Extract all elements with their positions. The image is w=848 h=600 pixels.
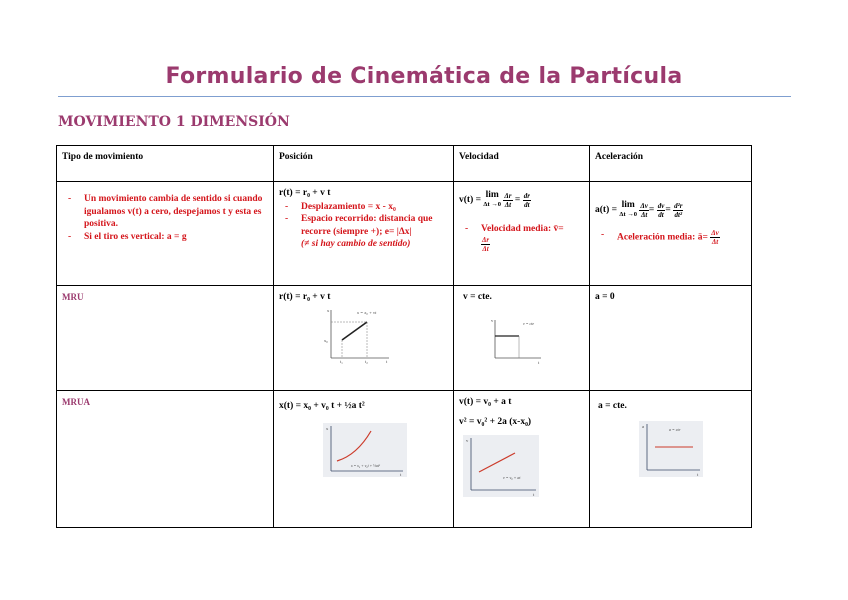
svg-text:v = v₀ + at: v = v₀ + at: [503, 475, 521, 480]
general-note-cambio-sentido: - Un movimiento cambia de sentido si cuando igualamos v(t) a cero, despejamos t y esta es positiva.: [62, 193, 268, 231]
svg-text:t: t: [400, 471, 402, 477]
mru-posicion-formula: r(t) = r₀ + v t: [279, 292, 331, 302]
svg-text:t: t: [538, 359, 540, 365]
svg-text:v: v: [466, 438, 469, 443]
title-underline: [58, 96, 791, 97]
espacio-recorrido-def: - Espacio recorrido: distancia que recorre (siempre +); e= |Δx|: [279, 213, 448, 238]
table-row-mrua: [57, 391, 752, 528]
cell-mru-aceleracion: [590, 286, 752, 391]
svg-text:a = cte: a = cte: [669, 426, 681, 432]
cell-mrua-label: [57, 391, 274, 528]
posicion-formula: r(t) = r₀ + v t: [279, 188, 331, 198]
mrua-label: MRUA: [62, 397, 90, 407]
table-header-row: [57, 146, 752, 182]
formula-table: [56, 145, 752, 528]
svg-text:x = x₀ + vt: x = x₀ + vt: [357, 309, 377, 315]
cell-mrua-posicion: [274, 391, 454, 528]
cell-general-aceleracion: [590, 182, 752, 286]
svg-text:t: t: [697, 471, 699, 477]
mrua-position-graph: [323, 423, 407, 477]
velocidad-lim-formula: v(t) = lim Δt →0 $\frac{\Delta r}{\Delta t}$ = $\frac{dr}{dt}$: [459, 190, 530, 209]
velocidad-media-def: - Velocidad media: v̄= $\frac{\Delta r}{\Delta t}$: [459, 223, 584, 253]
svg-text:t₁: t₁: [340, 358, 343, 364]
aceleracion-lim-formula: a(t) = lim Δt →0 $\frac{\Delta v}{\Delta t}$ = $\frac{dv}{dt}$ = $\frac{\text{d²r}}{\text{dt²}}$: [595, 200, 683, 219]
cell-general-velocidad: [454, 182, 590, 286]
mru-label: MRU: [62, 292, 84, 302]
header-velocidad: Velocidad: [454, 146, 590, 182]
svg-text:x: x: [327, 307, 330, 313]
mru-aceleracion-formula: a = 0: [595, 292, 615, 302]
mrua-acceleration-graph: [639, 421, 703, 477]
mru-position-graph: [323, 306, 393, 364]
svg-text:a: a: [642, 423, 644, 429]
svg-text:x: x: [326, 425, 329, 431]
aceleracion-media-def: - Aceleración media: ā= $\frac{\Delta v}{\Delta t}$: [595, 229, 746, 246]
svg-text:t₂: t₂: [365, 358, 368, 364]
desplazamiento-def: - Desplazamiento = x - x₀: [279, 201, 448, 214]
cambio-sentido-note: (≠ si hay cambio de sentido): [301, 239, 411, 249]
cell-mru-posicion: [274, 286, 454, 391]
mrua-velocidad-formula-2: v² = v₀² + 2a (x-x₀): [459, 416, 532, 427]
cell-mrua-velocidad: [454, 391, 590, 528]
cell-mru-label: [57, 286, 274, 391]
cell-general-posicion: [274, 182, 454, 286]
svg-text:x = x₀ + v₀t + ½at²: x = x₀ + v₀t + ½at²: [351, 463, 381, 468]
header-aceleracion: Aceleración: [590, 146, 752, 182]
cell-mru-velocidad: [454, 286, 590, 391]
svg-text:v: v: [491, 317, 494, 323]
general-note-tiro-vertical: - Si el tiro es vertical: a = g: [62, 231, 268, 244]
mrua-velocidad-formula: v(t) = v₀ + a t: [459, 397, 512, 407]
section-heading: MOVIMIENTO 1 DIMENSIÓN: [58, 114, 290, 130]
document-title: Formulario de Cinemática de la Partícula: [165, 64, 683, 89]
mrua-aceleracion-formula: a = cte.: [598, 401, 627, 411]
table-row-mru: [57, 286, 752, 391]
table-row-general: [57, 182, 752, 286]
svg-text:t: t: [386, 358, 388, 364]
mru-velocity-graph: [487, 316, 545, 366]
cell-mrua-aceleracion: [590, 391, 752, 528]
header-tipo: Tipo de movimiento: [57, 146, 274, 182]
mru-velocidad-formula: v = cte.: [463, 292, 492, 302]
header-posicion: Posición: [274, 146, 454, 182]
svg-text:x₀: x₀: [324, 337, 328, 343]
svg-text:t: t: [533, 492, 535, 497]
cell-general-tipo: [57, 182, 274, 286]
svg-text:v = cte: v = cte: [523, 320, 535, 326]
mrua-posicion-formula: x(t) = x₀ + v₀ t + ½a t²: [279, 401, 365, 411]
mrua-velocity-graph: [463, 435, 539, 497]
